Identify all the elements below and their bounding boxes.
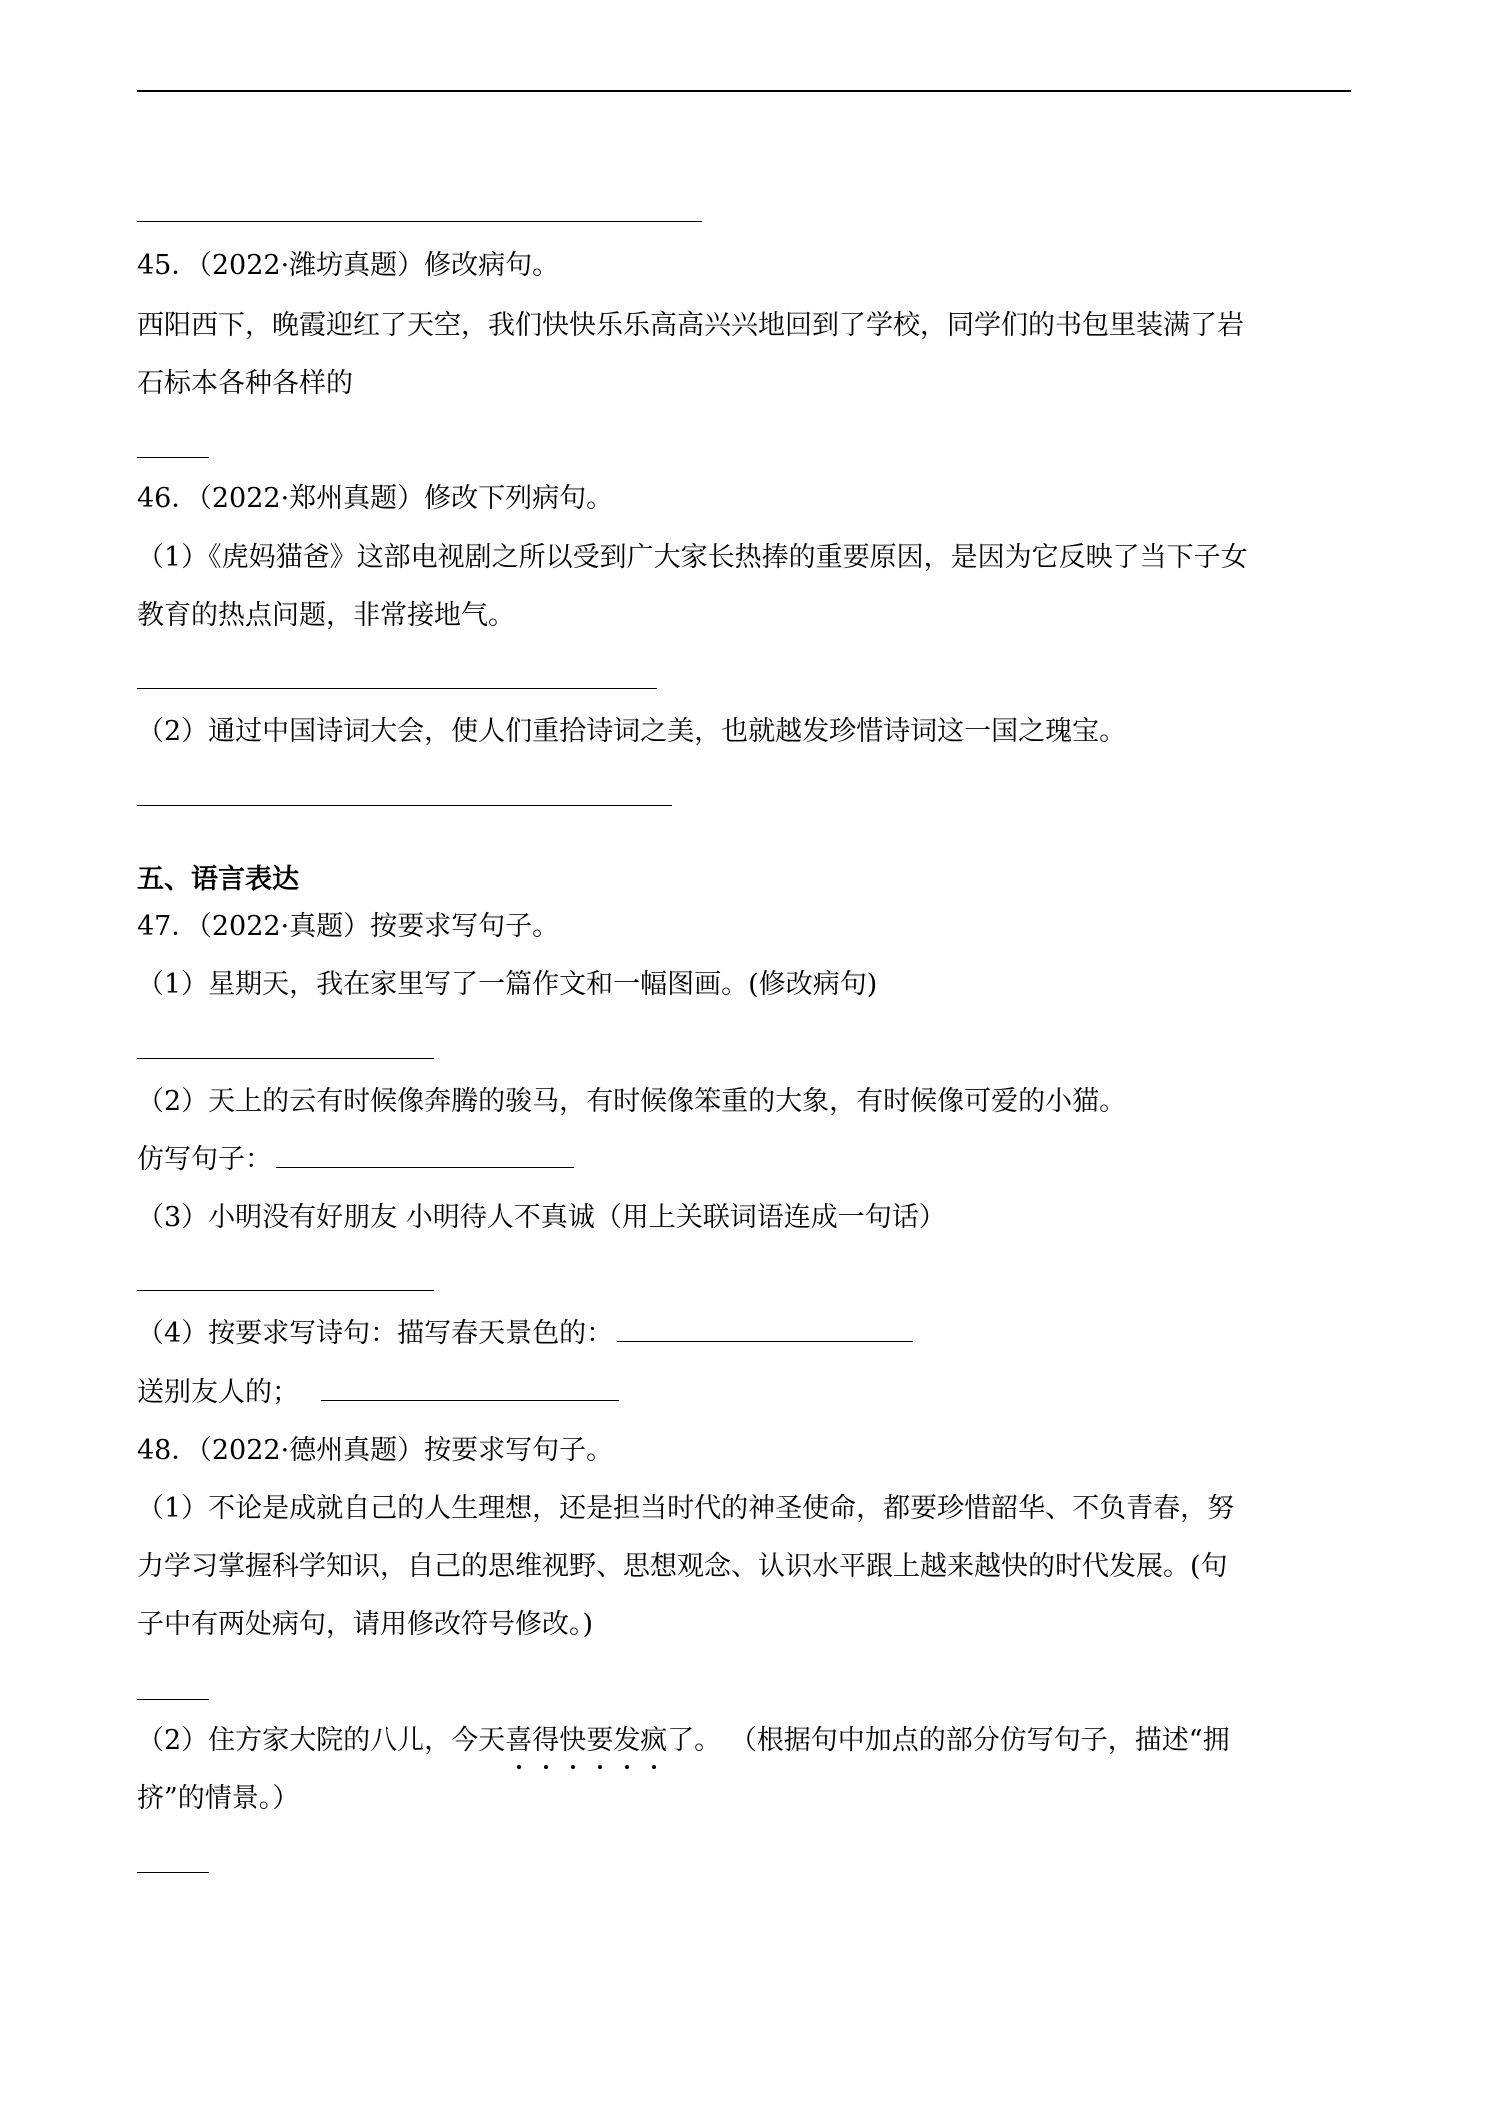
q48-header: 48．（2022·德州真题）按要求写句子。 xyxy=(137,1435,614,1466)
q48-sub2-post: 了。 （根据句中加点的部分仿写句子，描述“拥 xyxy=(667,1725,1230,1756)
q48-dotted-char: 得 xyxy=(532,1721,559,1761)
q47-sub4-prompt: （4）按要求写诗句：描写春天景色的： xyxy=(137,1318,614,1349)
page-top-rule xyxy=(137,90,1351,92)
q47-sub1: （1）星期天，我在家里写了一篇作文和一幅图画。(修改病句) xyxy=(137,969,878,1000)
q48-sub1-line2: 力学习掌握科学知识，自己的思维视野、思想观念、认识水平跟上越来越快的时代发展。(句 xyxy=(137,1551,1228,1582)
q45-header: 45．（2022·潍坊真题）修改病句。 xyxy=(137,250,560,281)
q45-answer-blank[interactable] xyxy=(137,457,209,458)
q47-sub4-prompt2: 送别友人的； xyxy=(137,1377,299,1408)
q47-sub2-prompt: 仿写句子： xyxy=(137,1144,272,1175)
q47-sub3-answer-blank[interactable] xyxy=(137,1290,434,1291)
q46-sub2-answer-blank[interactable] xyxy=(137,805,672,806)
q47-sub2: （2）天上的云有时候像奔腾的骏马，有时候像笨重的大象，有时候像可爱的小猫。 xyxy=(137,1086,1127,1117)
q47-sub2-answer-blank[interactable] xyxy=(276,1141,574,1168)
q47-sub2-prompt-line xyxy=(137,1140,574,1180)
q46-header: 46．（2022·郑州真题）修改下列病句。 xyxy=(137,483,614,514)
q47-sub4-line2 xyxy=(137,1373,619,1413)
q48-dotted-char: 喜 xyxy=(505,1721,532,1761)
q47-sub4-spring-blank[interactable] xyxy=(617,1315,913,1342)
q47-sub4-farewell-blank[interactable] xyxy=(321,1374,619,1401)
q48-dotted-char: 疯 xyxy=(640,1721,667,1761)
q48-dotted-char: 快 xyxy=(559,1721,586,1761)
q46-sub1-line2: 教育的热点问题，非常接地气。 xyxy=(137,600,515,631)
q48-sub2-line1 xyxy=(137,1721,1230,1761)
q46-sub1-line1: （1）《虎妈猫爸》这部电视剧之所以受到广大家长热捧的重要原因，是因为它反映了当下子女 xyxy=(137,542,1248,573)
q46-sub2: （2）通过中国诗词大会，使人们重拾诗词之美，也就越发珍惜诗词这一国之瑰宝。 xyxy=(137,716,1127,747)
q48-sub1-line1: （1）不论是成就自己的人生理想，还是担当时代的神圣使命，都要珍惜韶华、不负青春，努 xyxy=(137,1493,1235,1524)
q46-sub1-answer-blank[interactable] xyxy=(137,688,657,689)
q48-sub2-line2: 挤”的情景。） xyxy=(137,1783,300,1814)
q48-sub1-line3: 子中有两处病句，请用修改符号修改。) xyxy=(137,1609,594,1640)
q47-sub4-line xyxy=(137,1314,913,1354)
q47-sub3: （3）小明没有好朋友 小明待人不真诚（用上关联词语连成一句话） xyxy=(137,1202,946,1233)
q48-dotted-char: 要 xyxy=(586,1721,613,1761)
q45-text-line1: 西阳西下，晚霞迎红了天空，我们快快乐乐高高兴兴地回到了学校，同学们的书包里装满了岩 xyxy=(137,310,1244,341)
q48-sub1-answer-blank[interactable] xyxy=(137,1699,209,1700)
q47-header: 47．（2022·真题）按要求写句子。 xyxy=(137,911,560,942)
q48-sub2-pre: （2）住方家大院的八儿，今天 xyxy=(137,1725,506,1756)
answer-blank-44[interactable] xyxy=(137,221,702,222)
q45-text-line2: 石标本各种各样的 xyxy=(137,368,353,399)
section-heading: 五、语言表达 xyxy=(137,864,299,895)
q47-sub1-answer-blank[interactable] xyxy=(137,1058,434,1059)
q48-dotted-char: 发 xyxy=(613,1721,640,1761)
q48-sub2-answer-blank[interactable] xyxy=(137,1872,209,1873)
